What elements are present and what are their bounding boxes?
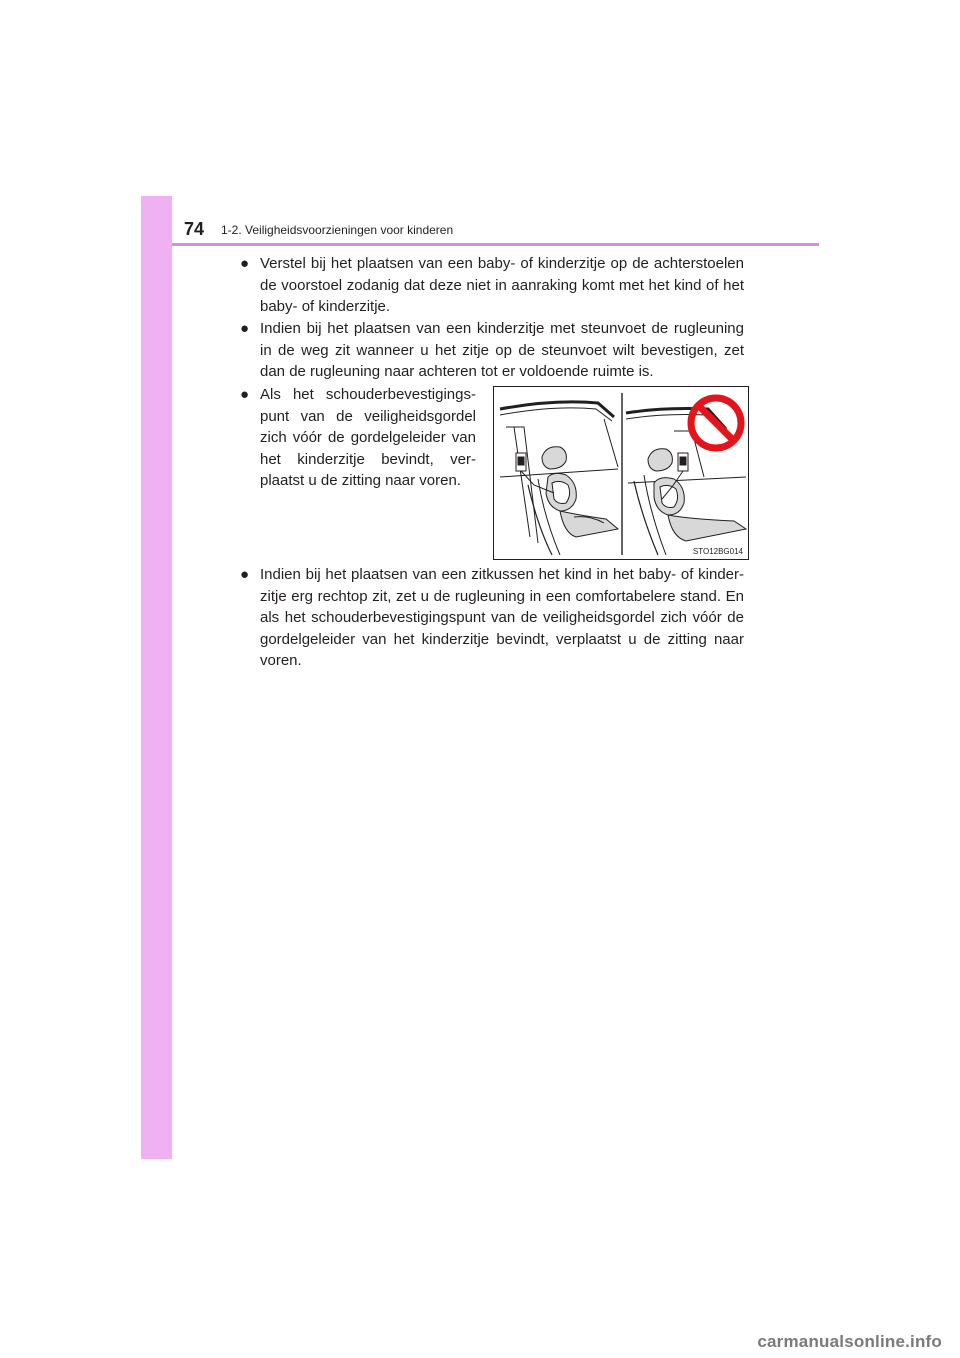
figure-code: STO12BG014 [692, 547, 743, 556]
bullet-text-booster-cushion: Indien bij het plaatsen van een zitkussen het kind in het baby- of kinder-zitje erg rechtop zit, zet u de rugleuning in een comfortabelere stand. En als het schouderbevestigingspunt van de veiligheidsgordel zich vóór de gordelgeleider van het kinderzitje bevindt, verplaatst u de zitting naar voren. [260, 566, 744, 669]
bullet-text-support-leg: Indien bij het plaatsen van een kinderzitje met steunvoet de rugleuning in de weg zit wanneer u het zitje op de steunvoet wilt bevestigen, zet dan de rugleuning naar achteren tot er voldoende ruimte is. [260, 320, 744, 380]
watermark: carmanualsonline.info [757, 1332, 942, 1351]
bullet-text-seat-adjust: Verstel bij het plaatsen van een baby- of kinderzitje op de achterstoelen de voorstoel zodanig dat deze niet in aanraking komt met het kind of het baby- of kinderzitje. [260, 255, 744, 315]
child-seat-illustration [493, 386, 749, 560]
header-divider [172, 243, 819, 246]
bullet-text-shoulder-anchor: Als het schouderbevestigings-punt van de veiligheidsgordel zich vóór de gordelgeleider van het kinderzitje bevindt, ver-plaatst u de zitting naar voren. [260, 386, 476, 489]
bullet-marker: ● [240, 320, 250, 337]
chapter-tab-bar [141, 196, 172, 1159]
section-title: 1-2. Veiligheidsvoorzieningen voor kinderen [221, 223, 454, 237]
car-interior-drawing [494, 387, 748, 559]
bullet-marker: ● [240, 566, 250, 583]
page-number: 74 [184, 219, 205, 239]
bullet-marker: ● [240, 386, 250, 403]
prohibition-icon [691, 398, 741, 448]
bullet-marker: ● [240, 255, 250, 272]
